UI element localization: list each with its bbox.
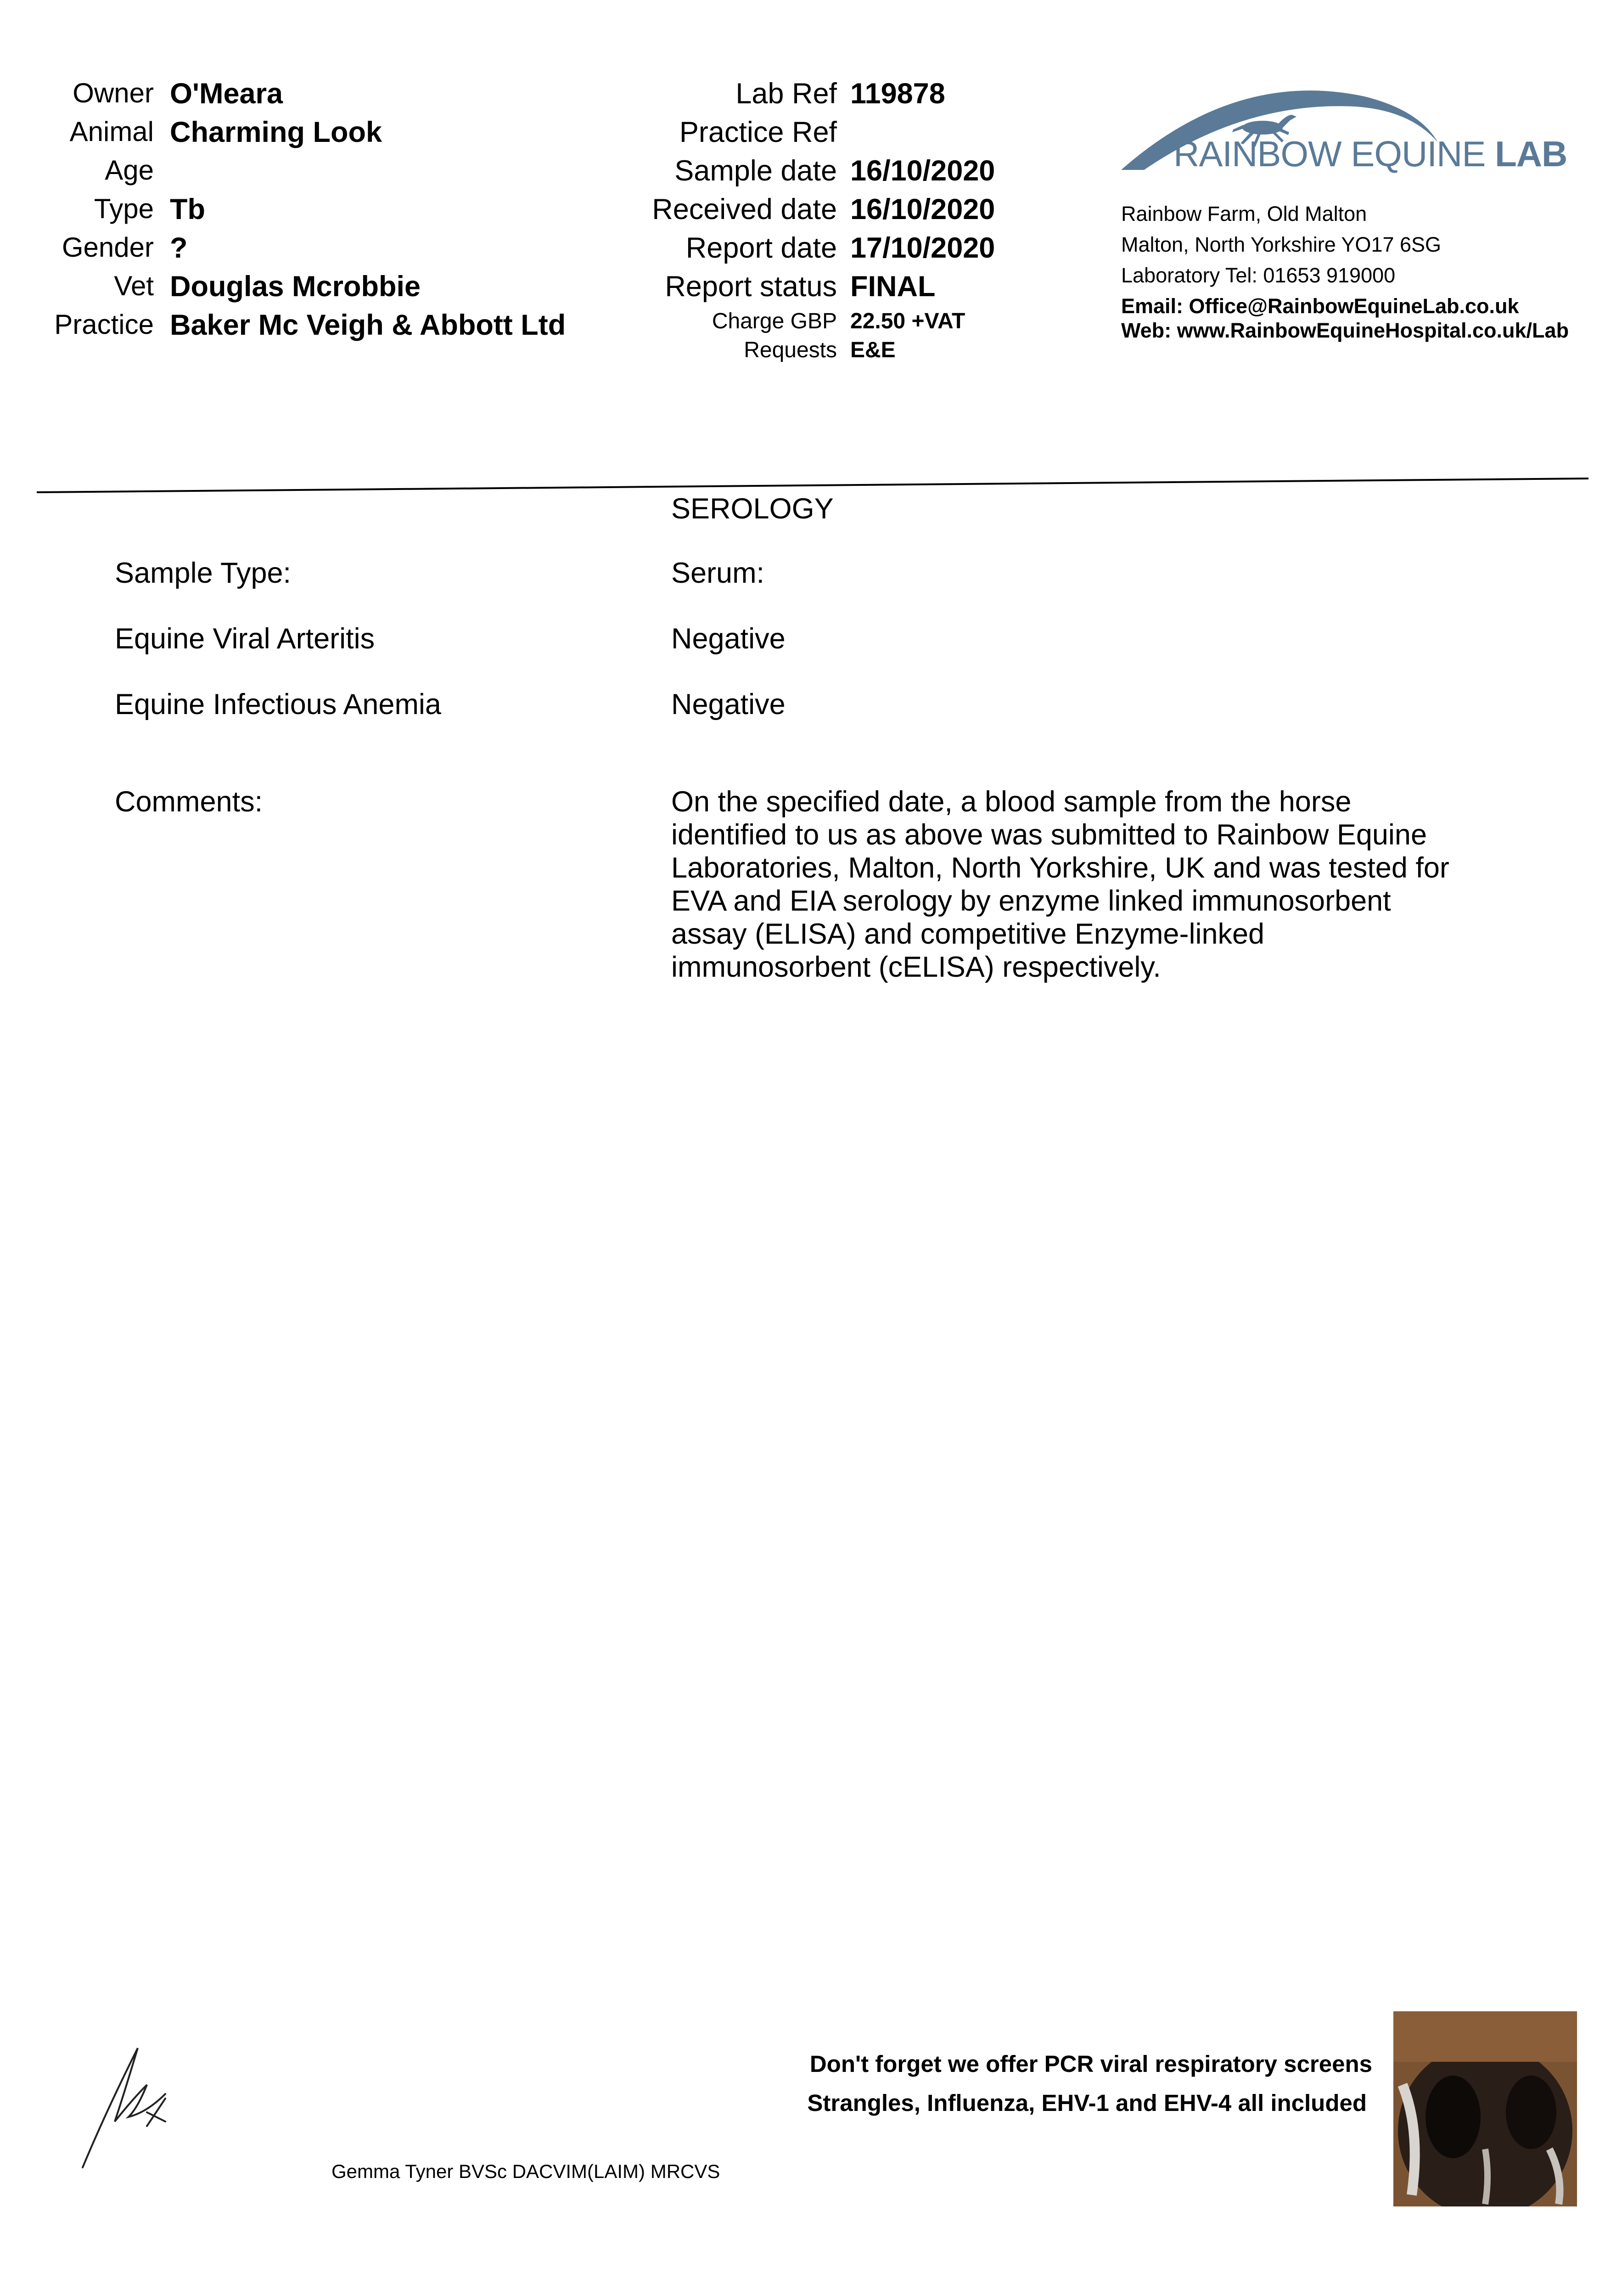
horse-nose-photo bbox=[1393, 2011, 1577, 2206]
section-title: SEROLOGY bbox=[671, 493, 834, 525]
eva-label: Equine Viral Arteritis bbox=[115, 623, 375, 655]
type-value: Tb bbox=[170, 193, 205, 225]
report-status-value: FINAL bbox=[850, 270, 936, 303]
lab-ref-label: Lab Ref bbox=[735, 78, 837, 110]
comments-label: Comments: bbox=[115, 786, 263, 818]
promo-line-2: Strangles, Influenza, EHV-1 and EHV-4 all included bbox=[807, 2090, 1367, 2116]
practice-label: Practice bbox=[54, 309, 154, 340]
animal-value: Charming Look bbox=[170, 116, 382, 148]
lab-logo-text-bold: LAB bbox=[1495, 134, 1567, 174]
sample-date-label: Sample date bbox=[674, 155, 837, 187]
owner-label: Owner bbox=[73, 78, 154, 108]
animal-label: Animal bbox=[69, 116, 154, 147]
eia-label: Equine Infectious Anemia bbox=[115, 688, 441, 720]
type-label: Type bbox=[94, 193, 154, 224]
comments-text: On the specified date, a blood sample from the horse identified to us as above was submitted to Rainbow Equine Laboratories, Malton, North Yorkshire, UK and was tested for EVA and EIA serology by enzyme linked immunosorbent assay (ELISA) and competitive Enzyme-linked immunosorbent (cELISA) respectively. bbox=[671, 786, 1449, 983]
lab-address-line2: Malton, North Yorkshire YO17 6SG bbox=[1121, 233, 1442, 256]
lab-website: Web: www.RainbowEquineHospital.co.uk/Lab bbox=[1121, 319, 1569, 342]
sample-date-value: 16/10/2020 bbox=[850, 155, 995, 187]
age-label: Age bbox=[105, 155, 154, 186]
lab-address-line1: Rainbow Farm, Old Malton bbox=[1121, 202, 1367, 225]
report-date-label: Report date bbox=[685, 232, 837, 264]
section-divider bbox=[0, 468, 1622, 496]
practice-value: Baker Mc Veigh & Abbott Ltd bbox=[170, 309, 566, 341]
requests-label: Requests bbox=[744, 338, 837, 362]
promo-line-1: Don't forget we offer PCR viral respiratory screens bbox=[809, 2051, 1372, 2077]
gender-label: Gender bbox=[62, 232, 154, 263]
charge-value: 22.50 +VAT bbox=[850, 309, 965, 333]
lab-telephone: Laboratory Tel: 01653 919000 bbox=[1121, 264, 1396, 287]
eva-result: Negative bbox=[671, 623, 786, 655]
report-status-label: Report status bbox=[665, 270, 837, 303]
horse-nose-icon bbox=[1393, 2011, 1577, 2206]
lab-logo-text-light: RAINBOW EQUINE bbox=[1173, 134, 1495, 174]
charge-label: Charge GBP bbox=[712, 309, 837, 333]
requests-value: E&E bbox=[850, 338, 896, 362]
lab-ref-value: 119878 bbox=[850, 78, 945, 110]
lab-logo-text bbox=[1173, 133, 1567, 175]
eia-result: Negative bbox=[671, 688, 786, 720]
owner-value: O'Meara bbox=[170, 78, 283, 110]
signature-image bbox=[78, 2043, 179, 2172]
received-date-label: Received date bbox=[652, 193, 837, 225]
vet-value: Douglas Mcrobbie bbox=[170, 270, 421, 303]
vet-label: Vet bbox=[114, 270, 154, 301]
lab-email: Email: Office@RainbowEquineLab.co.uk bbox=[1121, 294, 1519, 318]
practice-ref-label: Practice Ref bbox=[679, 116, 837, 148]
gender-value: ? bbox=[170, 232, 188, 264]
signatory-name: Gemma Tyner BVSc DACVIM(LAIM) MRCVS bbox=[331, 2161, 720, 2182]
sample-type-label: Sample Type: bbox=[115, 557, 292, 589]
received-date-value: 16/10/2020 bbox=[850, 193, 995, 225]
sample-type-value: Serum: bbox=[671, 557, 765, 589]
report-date-value: 17/10/2020 bbox=[850, 232, 995, 264]
